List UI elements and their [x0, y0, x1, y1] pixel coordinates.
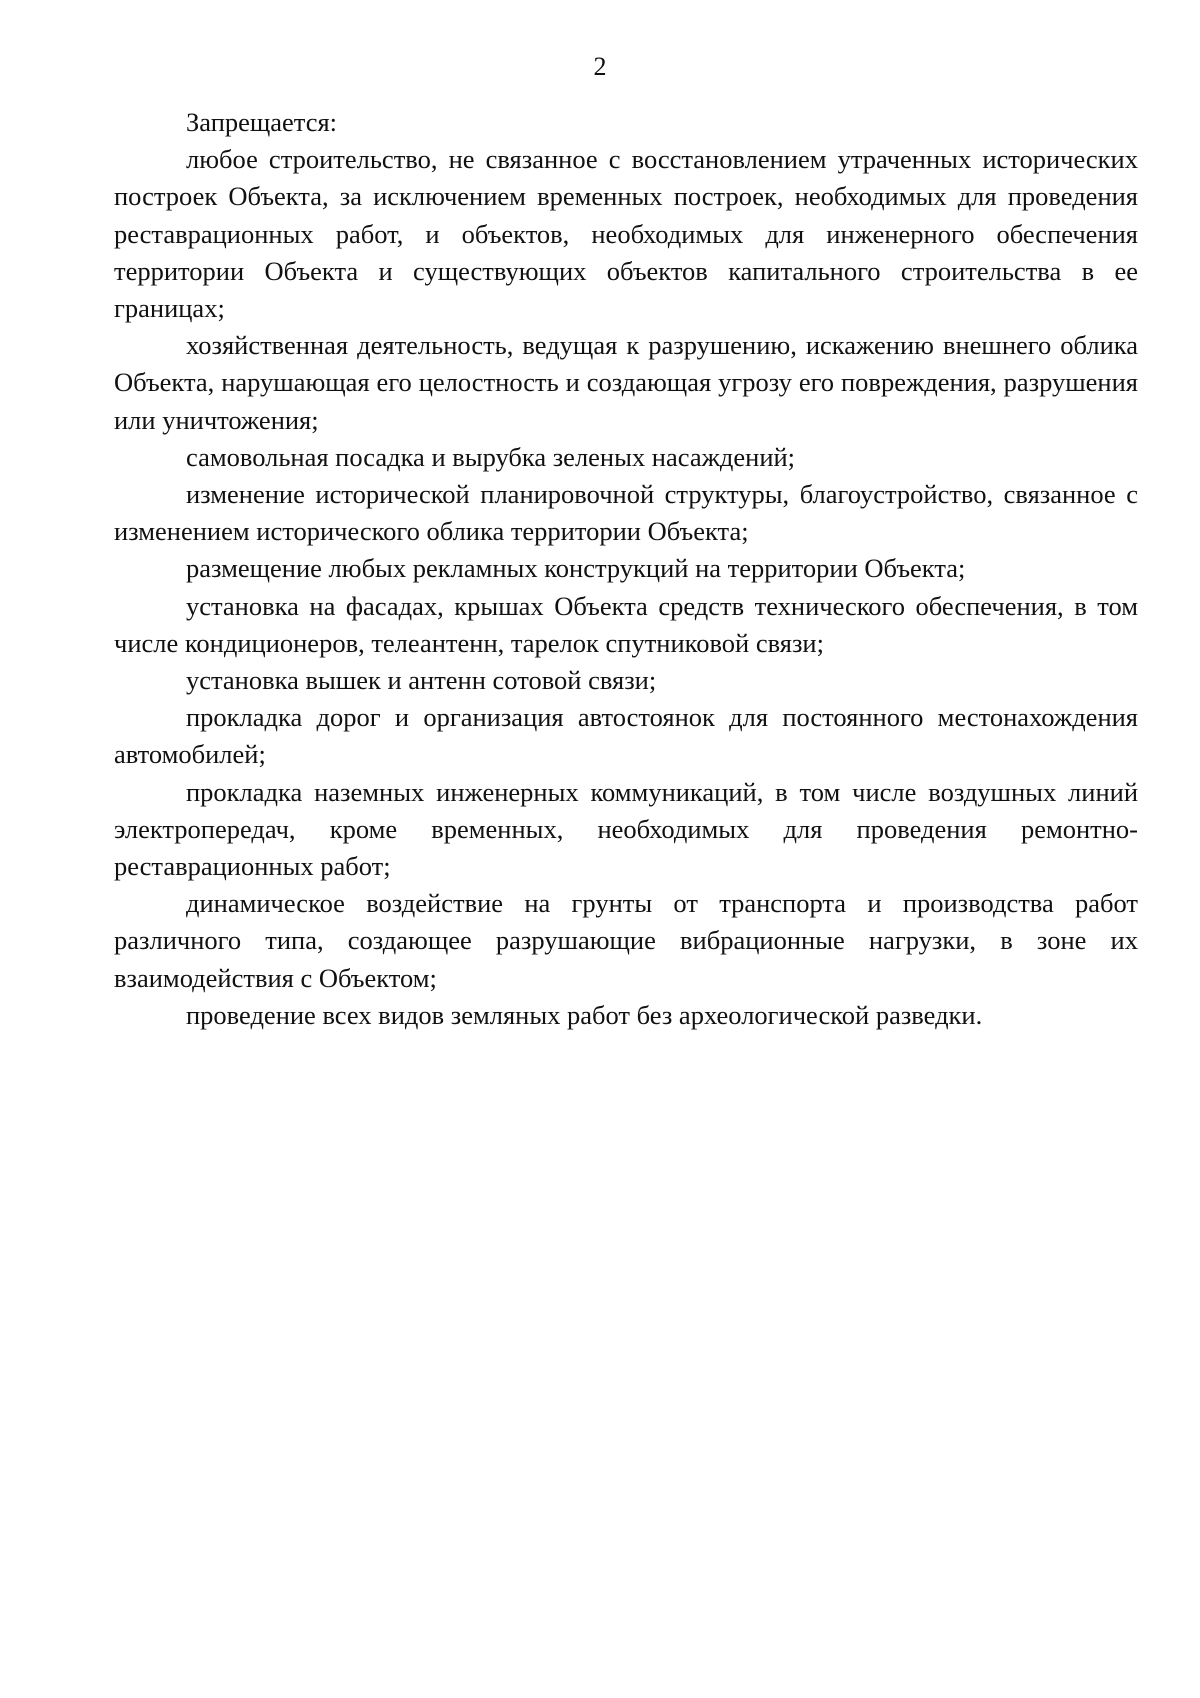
prohibition-item: размещение любых рекламных конструкций на территории Объекта; [186, 553, 966, 584]
prohibition-item: самовольная посадка и вырубка зеленых насаждений; [186, 441, 796, 472]
section-heading: Запрещается: [186, 107, 338, 137]
prohibition-item: хозяйственная деятельность, ведущая к разрушению, искажению внешнего облика Объекта, нарушающая его целостность и создающая угрозу его повреждения, разрушения или уничтожения; [114, 330, 1138, 435]
prohibition-item: установка на фасадах, крышах Объекта средств технического обеспечения, в том числе кондиционеров, телеантенн, тарелок спутниковой связи; [114, 590, 1138, 658]
prohibition-item: установка вышек и антенн сотовой связи; [186, 665, 657, 696]
document-body [114, 104, 1138, 1034]
prohibition-item: динамическое воздействие на грунты от транспорта и производства работ различного типа, создающее разрушающие вибрационные нагрузки, в зоне их взаимодействия с Объектом; [114, 888, 1138, 993]
page-number: 2 [593, 52, 607, 81]
prohibition-item: прокладка дорог и организация автостоянок для постоянного местонахождения автомобилей; [114, 702, 1138, 770]
prohibition-item: изменение исторической планировочной структуры, благоустройство, связанное с изменением исторического облика территории Объекта; [114, 479, 1138, 547]
prohibition-item: прокладка наземных инженерных коммуникаций, в том числе воздушных линий электропередач, кроме временных, необходимых для проведения ремонтно-реставрационных работ; [114, 776, 1138, 882]
prohibition-item: любое строительство, не связанное с восстановлением утраченных исторических построек Объекта, за исключением временных построек, необходимых для проведения реставрационных работ, и объектов, необходимых для инженерного обеспечения территории Объекта и существующих объектов капитального строительства в ее границах; [114, 144, 1138, 324]
prohibition-item: проведение всех видов земляных работ без археологической разведки. [186, 999, 983, 1030]
